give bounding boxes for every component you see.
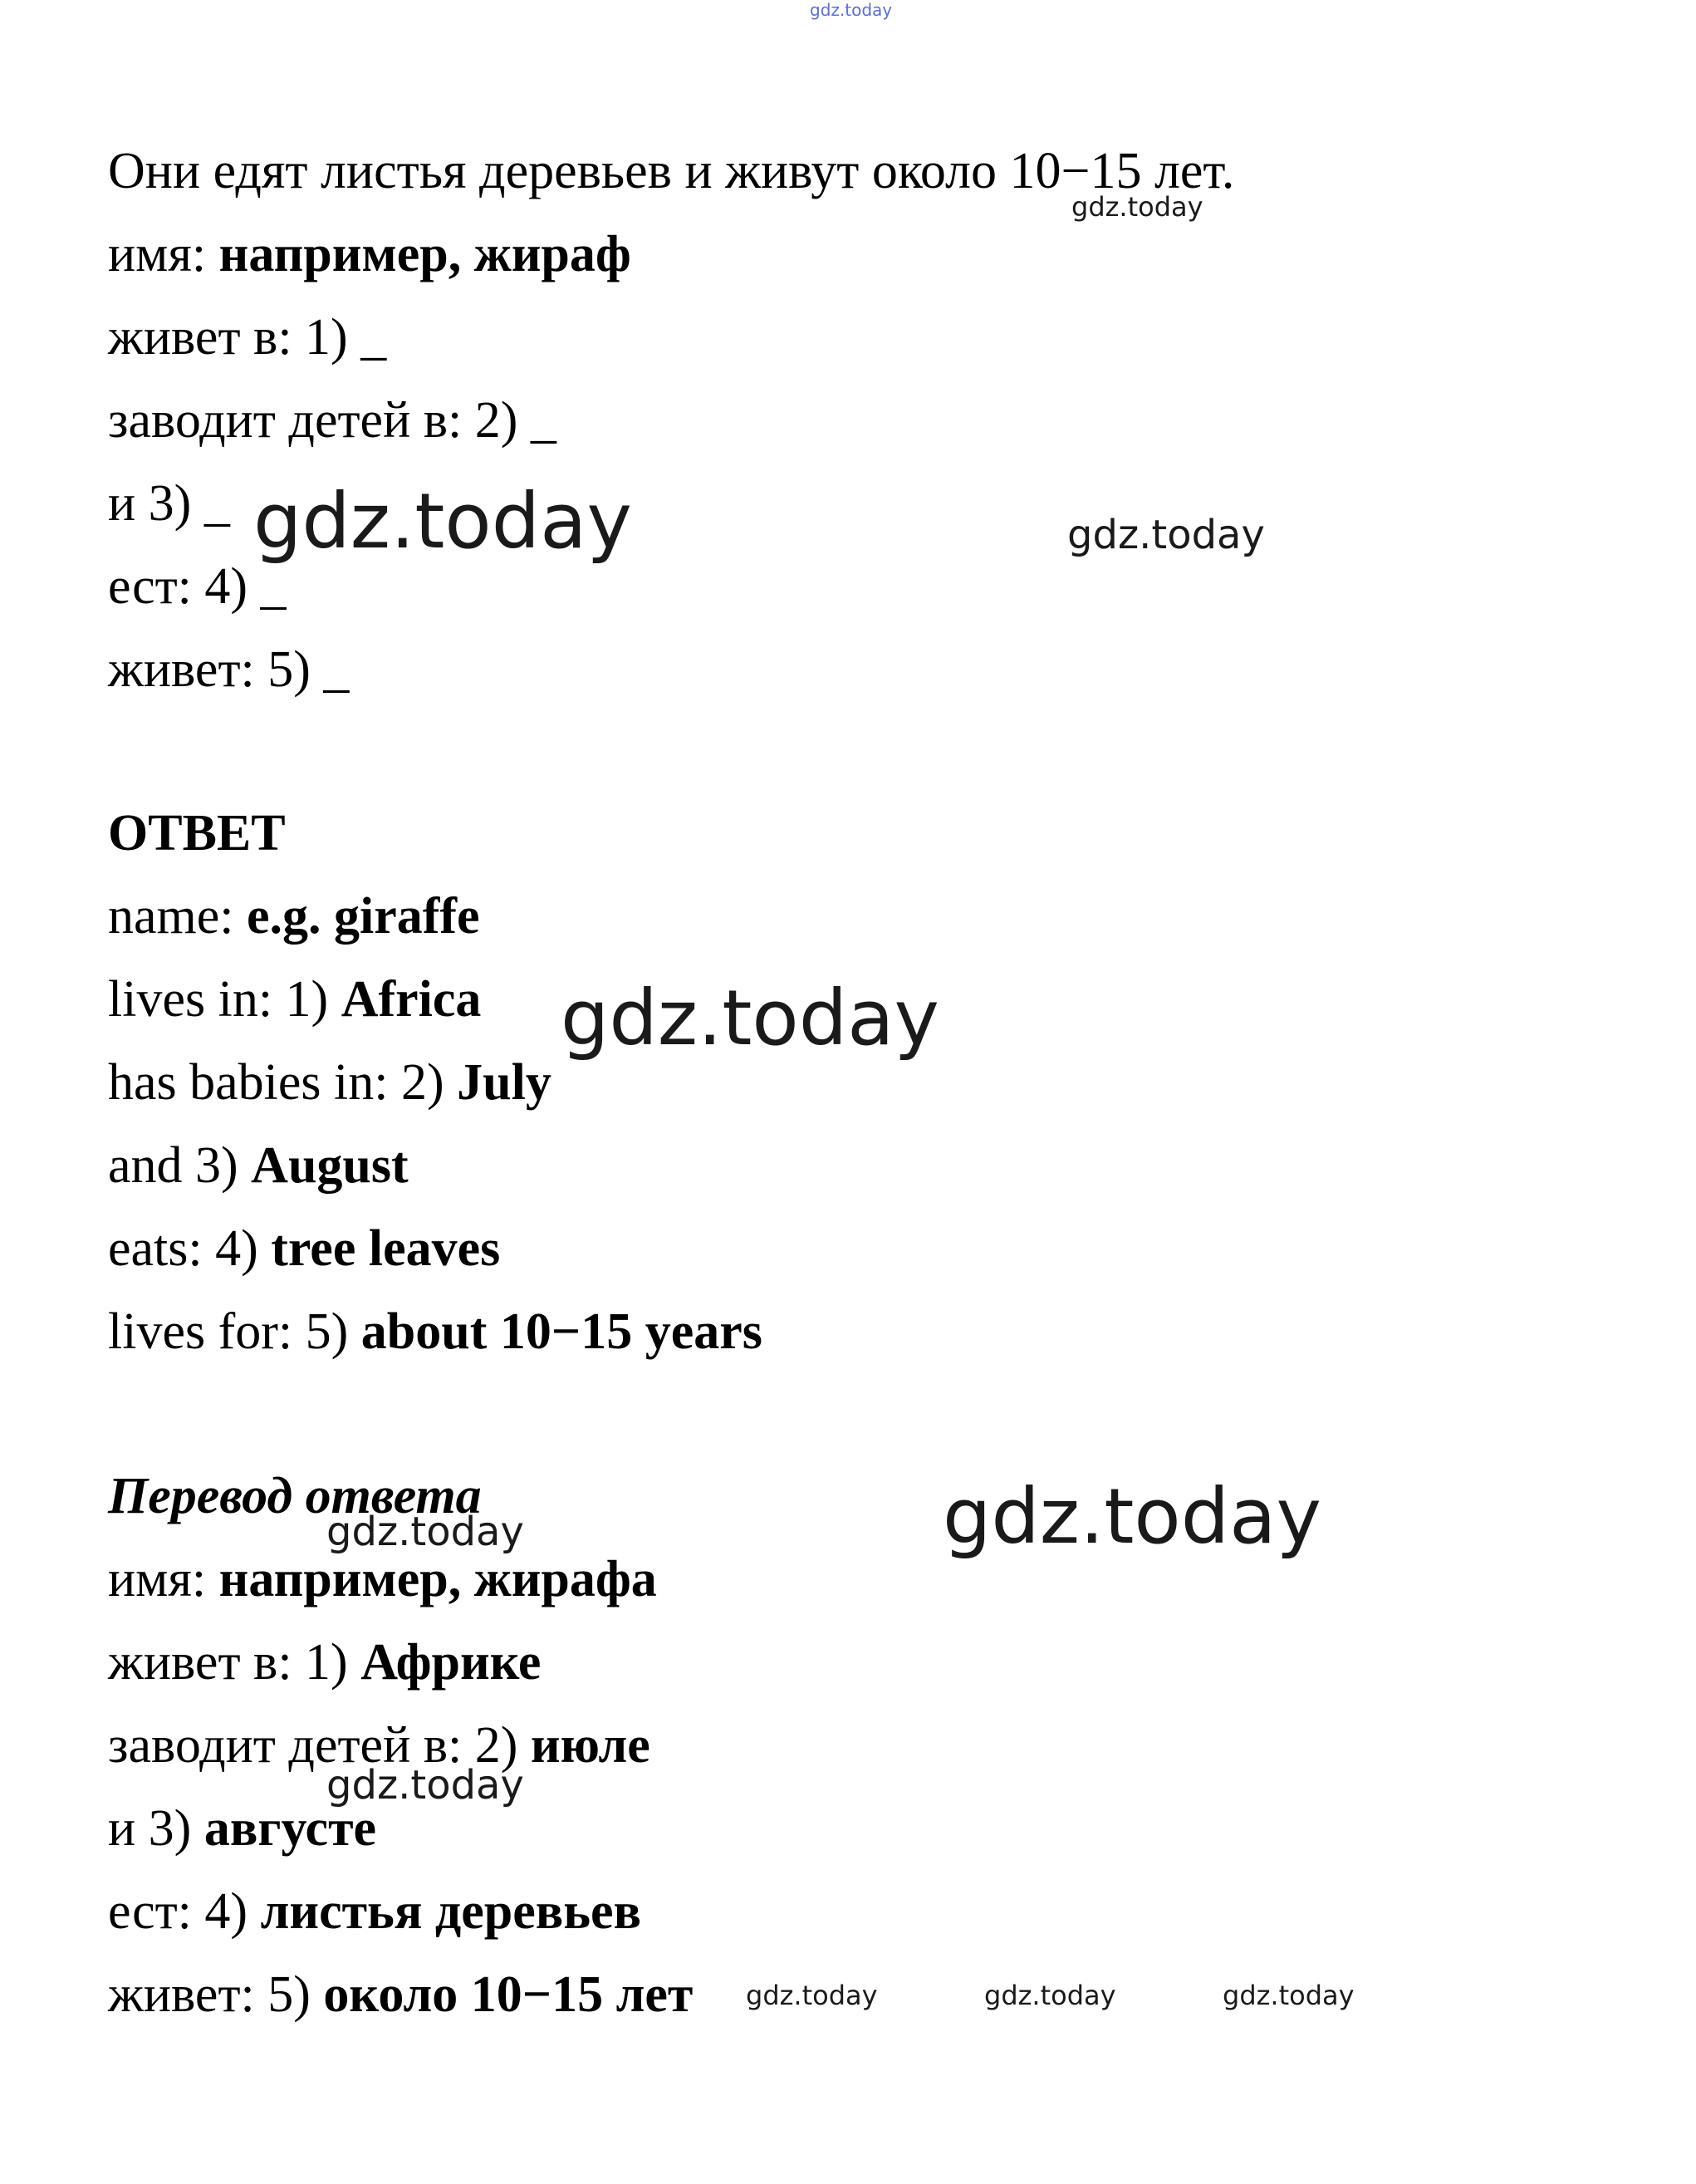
- translation-heading: Перевод ответа: [108, 1468, 482, 1524]
- translation-value: листья деревьев: [260, 1883, 642, 1940]
- task-label: имя:: [108, 226, 219, 282]
- task-label: ест: 4) _: [108, 558, 287, 615]
- answer-value: about 10−15 years: [360, 1303, 762, 1360]
- answer-line-eats: [108, 1220, 501, 1277]
- translation-value: августе: [203, 1800, 377, 1857]
- watermark-text: gdz.today: [746, 1980, 878, 2011]
- answer-line-lives-for: [108, 1303, 762, 1360]
- translation-value: например, жирафа: [218, 1551, 657, 1607]
- answer-line-lives-in: [108, 971, 482, 1028]
- answer-value: tree leaves: [271, 1220, 501, 1277]
- watermark-text: gdz.today: [1067, 512, 1265, 558]
- task-line-babies: [108, 392, 556, 449]
- task-line-and: [108, 475, 230, 532]
- task-label: живет в: 1) _: [108, 309, 387, 366]
- translation-label: заводит детей в: 2): [108, 1717, 531, 1774]
- task-line-eats: [108, 558, 287, 615]
- task-intro: Они едят листья деревьев и живут около 10−15 лет.: [108, 143, 1235, 199]
- watermark-text: gdz.today: [253, 477, 632, 566]
- translation-line-name: [108, 1553, 657, 1605]
- watermark-text: gdz.today: [561, 974, 939, 1063]
- answer-line-babies: [108, 1054, 551, 1111]
- task-value: например, жираф: [218, 226, 631, 282]
- translation-line-lives-for: [108, 1966, 694, 2023]
- translation-value: Африке: [360, 1634, 542, 1691]
- answer-value: July: [457, 1054, 551, 1111]
- answer-label: and 3): [108, 1137, 252, 1194]
- answer-label: name:: [108, 888, 247, 945]
- answer-line-and: [108, 1137, 409, 1194]
- translation-label: имя:: [108, 1551, 219, 1607]
- watermark-text: gdz.today: [326, 1762, 524, 1809]
- task-line-lives-in: [108, 309, 387, 366]
- watermark-text: gdz.today: [326, 1509, 524, 1555]
- answer-label: has babies in: 2): [108, 1054, 458, 1111]
- answer-value: August: [251, 1137, 409, 1194]
- task-line-lives-for: [108, 641, 350, 698]
- watermark-text: gdz.today: [943, 1472, 1321, 1561]
- translation-label: ест: 4): [108, 1883, 261, 1940]
- watermark-text: gdz.today: [1223, 1980, 1355, 2011]
- watermark-text: gdz.today: [1071, 191, 1203, 223]
- translation-line-babies: [108, 1717, 650, 1774]
- translation-line-eats: [108, 1883, 642, 1940]
- translation-label: живет: 5): [108, 1966, 324, 2023]
- answer-line-name: [108, 888, 480, 945]
- answer-value: e.g. giraffe: [247, 888, 480, 945]
- translation-label: живет в: 1): [108, 1634, 361, 1691]
- translation-line-and: [108, 1800, 377, 1857]
- task-label: и 3) _: [108, 475, 230, 532]
- task-label: заводит детей в: 2) _: [108, 392, 556, 449]
- translation-value: июле: [530, 1717, 650, 1774]
- answer-label: eats: 4): [108, 1220, 272, 1277]
- watermark-text: gdz.today: [984, 1980, 1116, 2011]
- task-line-name: [108, 228, 631, 280]
- answer-label: lives for: 5): [108, 1303, 361, 1360]
- answer-heading: ОТВЕТ: [108, 805, 286, 861]
- task-label: живет: 5) _: [108, 641, 350, 698]
- translation-line-lives-in: [108, 1634, 542, 1691]
- translation-label: и 3): [108, 1800, 204, 1857]
- watermark-logo-top: gdz.today: [810, 0, 893, 20]
- answer-label: lives in: 1): [108, 971, 341, 1028]
- translation-value: около 10−15 лет: [323, 1966, 694, 2023]
- answer-value: Africa: [341, 971, 482, 1028]
